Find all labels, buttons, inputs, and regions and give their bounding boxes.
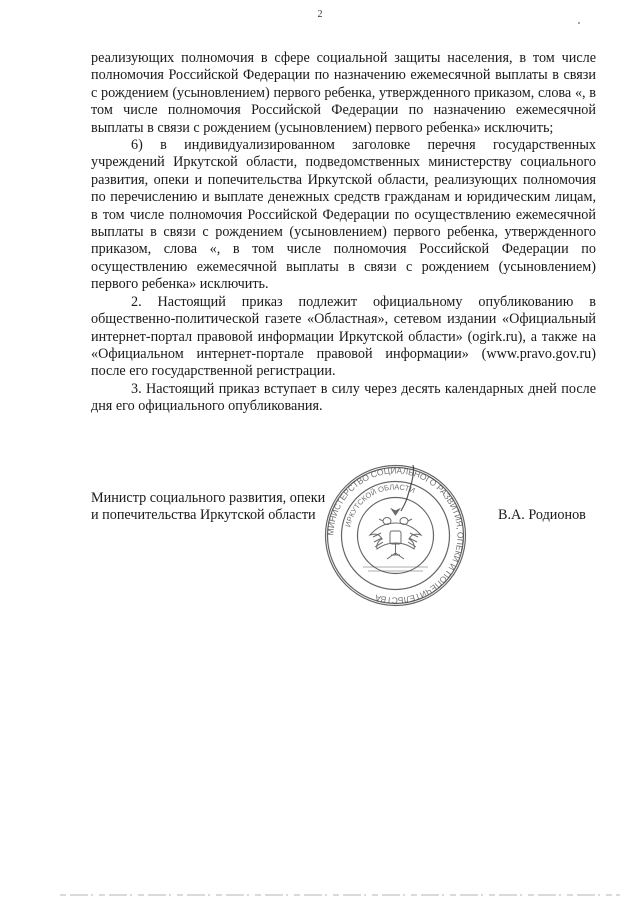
paragraph-item-6: 6) в индивидуализированном заголовке перечня государственных учреждений Иркутской области, подведомственных министерству социального развития, опеки и попечительства Иркутской области, реализующих полномочия по перечислению и выплате денежных средств гражданам и юридическим лицам, в том числе полномочия Российской Федерации по осуществлению ежемесячной выплаты в связи с рождением (усыновлением) первого ребенка, утвержденного приказом, слова «, в том числе полномочия Российской Федерации по осуществлению ежемесячной выплаты в связи с рождением (усыновлением) первого ребенка» исключить. bbox=[91, 137, 596, 293]
scan-speck bbox=[578, 22, 580, 24]
official-seal-stamp bbox=[323, 463, 468, 608]
signer-name: В.А. Родионов bbox=[498, 507, 586, 523]
document-body bbox=[91, 50, 596, 416]
signer-title-line-1: Министр социального развития, опеки bbox=[91, 490, 326, 506]
page-number: 2 bbox=[317, 9, 323, 20]
paragraph-continuation: реализующих полномочия в сфере социальной защиты населения, в том числе полномочия Российской Федерации по назначению ежемесячной выплаты в связи с рождением (усыновлением) первого ребенка, утвержденного приказом, слова «, в том числе полномочия Российской Федерации по назначению ежемесячной выплаты в связи с рождением (усыновлением) первого ребенка» исключить; bbox=[91, 50, 596, 136]
signer-title bbox=[91, 490, 351, 525]
seal-outer-text: МИНИСТЕРСТВО СОЦИАЛЬНОГО РАЗВИТИЯ, ОПЕКИ И ПОПЕЧИТЕЛЬСТВА bbox=[325, 465, 466, 606]
seal-inner-text: ИРКУТСКОЙ ОБЛАСТИ bbox=[343, 482, 417, 529]
scan-artifact-line bbox=[60, 893, 620, 897]
signer-title-line-2: и попечительства Иркутской области bbox=[91, 507, 316, 524]
paragraph-item-3: 3. Настоящий приказ вступает в силу через десять календарных дней после дня его официального опубликования. bbox=[91, 380, 596, 415]
paragraph-item-2: 2. Настоящий приказ подлежит официальному опубликованию в общественно-политической газете «Областная», сетевом издании «Официальный интернет-портал правовой информации Иркутской области» (ogirk.ru), а также на «Официальном интернет-портале правовой информации» (www.pravo.gov.ru) после его государственной регистрации. bbox=[91, 293, 596, 380]
eagle-emblem-icon bbox=[370, 509, 421, 559]
